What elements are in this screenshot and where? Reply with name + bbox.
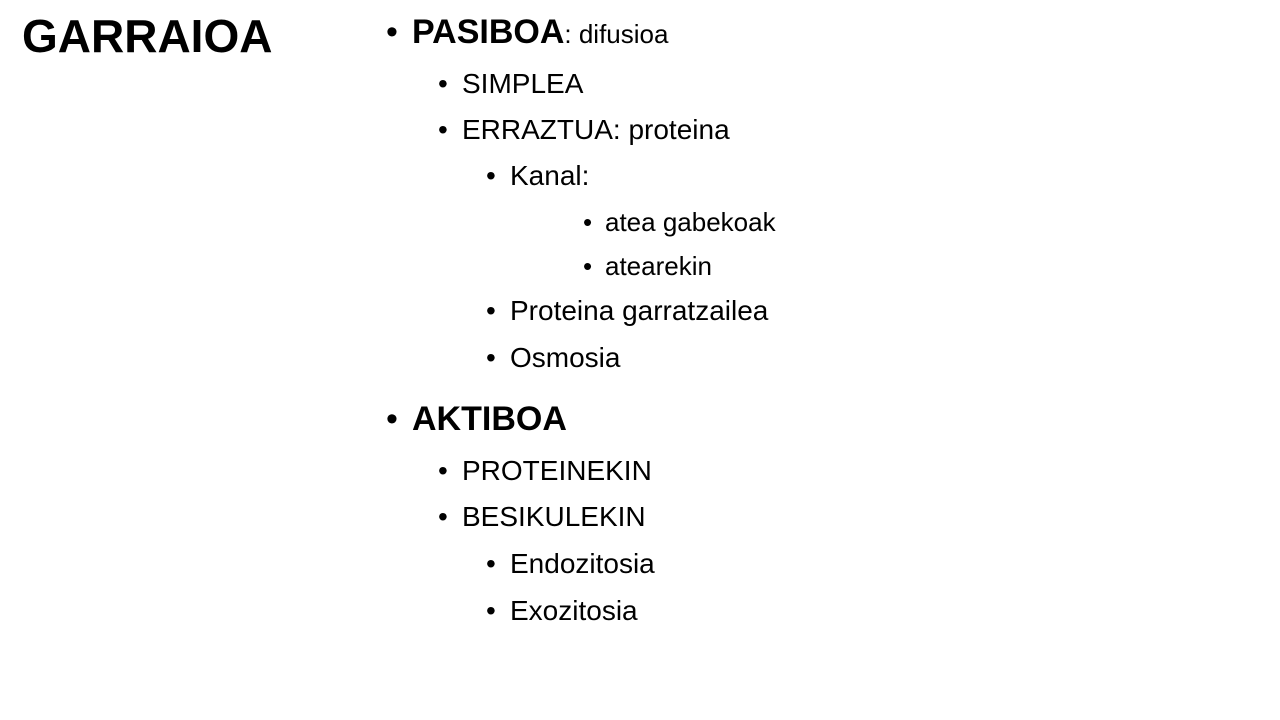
bullet-endozitosia [486,547,655,581]
aktiboa-heading: AKTIBOA [412,400,567,438]
proteina-garratzailea-label: Proteina garratzailea [510,295,769,326]
bullet-dot: • [486,295,496,326]
kanal-label: Kanal: [510,160,590,191]
bullet-exozitosia [486,594,638,628]
bullet-pasiboa [386,12,669,54]
bullet-dot: • [486,160,496,191]
bullet-dot: • [583,251,593,281]
osmosia-label: Osmosia [510,342,621,373]
bullet-dot: • [438,501,448,532]
bullet-simplea [438,67,584,101]
bullet-dot: • [386,400,398,438]
bullet-atea-gabekoak [583,206,776,238]
proteinekin-label: PROTEINEKIN [462,455,652,486]
bullet-dot: • [583,207,593,237]
pasiboa-suffix: : difusioa [564,19,669,49]
exozitosia-label: Exozitosia [510,595,638,626]
erraztua-label: ERRAZTUA: proteina [462,114,730,145]
pasiboa-heading: PASIBOA [412,13,565,51]
atea-gabekoak-label: atea gabekoak [605,207,776,237]
bullet-atearekin [583,250,712,282]
bullet-erraztua [438,113,730,147]
atearekin-label: atearekin [605,251,712,281]
bullet-dot: • [386,13,398,51]
bullet-dot: • [486,595,496,626]
simplea-label: SIMPLEA [462,68,584,99]
bullet-proteina-garratzailea [486,294,769,328]
bullet-besikulekin [438,500,646,534]
bullet-kanal [486,159,590,193]
bullet-dot: • [438,68,448,99]
besikulekin-label: BESIKULEKIN [462,501,646,532]
endozitosia-label: Endozitosia [510,548,655,579]
bullet-osmosia [486,341,621,375]
bullet-dot: • [486,548,496,579]
bullet-dot: • [486,342,496,373]
bullet-proteinekin [438,454,652,488]
bullet-aktiboa [386,399,567,439]
bullet-dot: • [438,455,448,486]
bullet-dot: • [438,114,448,145]
slide-title: GARRAIOA [22,10,273,62]
